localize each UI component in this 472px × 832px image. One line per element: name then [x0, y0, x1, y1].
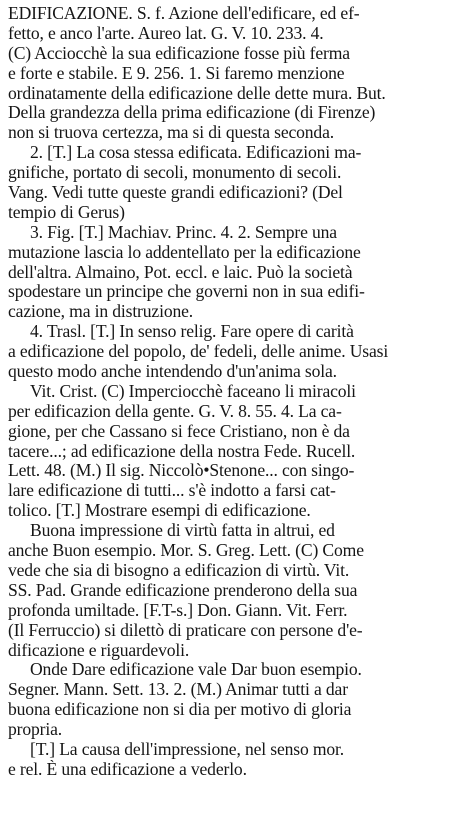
- entry-line: e forte e stabile. E 9. 256. 1. Si faremo menzione: [8, 63, 345, 83]
- entry-line: [T.] La causa dell'impressione, nel senso mor.: [30, 739, 345, 759]
- entry-line: dell'altra. Almaino, Pot. eccl. e laic. Può la società: [8, 262, 353, 282]
- entry-line: Vang. Vedi tutte queste grandi edificazioni? (Del: [8, 183, 343, 203]
- entry-line: (C) Acciocchè la sua edificazione fosse più ferma: [8, 43, 350, 63]
- entry-line: vede che sia di bisogno a edificazion di virtù. Vit.: [8, 560, 350, 580]
- entry-line: fetto, e anco l'arte. Aureo lat. G. V. 10. 233. 4.: [8, 23, 324, 43]
- entry-line: anche Buon esempio. Mor. S. Greg. Lett. (C) Come: [8, 541, 364, 561]
- entry-line: tempio di Gerus): [8, 202, 125, 222]
- entry-line: gione, per che Cassano si fece Cristiano, non è da: [8, 421, 350, 441]
- entry-headline: EDIFICAZIONE. S. f. Azione dell'edificare, ed ef-: [8, 4, 360, 23]
- entry-line: spodestare un principe che governi non in sua edifi-: [8, 282, 365, 302]
- entry-line: 2. [T.] La cosa stessa edificata. Edificazioni ma-: [30, 143, 362, 163]
- entry-line: propria.: [8, 720, 63, 740]
- entry-line: tacere...; ad edificazione della nostra Fede. Rucell.: [8, 441, 356, 461]
- entry-line: cazione, ma in distruzione.: [8, 302, 194, 322]
- entry-line: a edificazione del popolo, de' fedeli, delle anime. Usasi: [8, 342, 389, 362]
- entry-text: [8, 4, 462, 780]
- entry-line: SS. Pad. Grande edificazione prenderono della sua: [8, 580, 358, 600]
- entry-line: profonda umiltade. [F.T-s.] Don. Giann. Vit. Ferr.: [8, 600, 348, 620]
- entry-line: buona edificazione non si dia per motivo di gloria: [8, 700, 352, 720]
- entry-line: Onde Dare edificazione vale Dar buon esempio.: [30, 660, 362, 680]
- entry-line: mutazione lascia lo addentellato per la edificazione: [8, 242, 361, 262]
- entry-line: non si truova certezza, ma si di questa seconda.: [8, 123, 334, 143]
- entry-line: Vit. Crist. (C) Imperciocchè faceano li miracoli: [30, 381, 356, 401]
- entry-line: per edificazion della gente. G. V. 8. 55. 4. La ca-: [8, 401, 342, 421]
- entry-line: gnifiche, portato di secoli, monumento di secoli.: [8, 163, 342, 183]
- entry-line: ordinatamente della edificazione delle dette mura. But.: [8, 83, 386, 103]
- entry-line: tolico. [T.] Mostrare esempi di edificazione.: [8, 501, 311, 521]
- entry-line: questo modo anche intendendo d'un'anima sola.: [8, 362, 337, 382]
- entry-line: 4. Trasl. [T.] In senso relig. Fare opere di carità: [30, 322, 354, 342]
- entry-line: dificazione e riguardevoli.: [8, 640, 190, 660]
- entry-line: 3. Fig. [T.] Machiav. Princ. 4. 2. Sempre una: [30, 222, 337, 242]
- entry-line: Buona impressione di virtù fatta in altrui, ed: [30, 521, 335, 541]
- entry-line: Della grandezza della prima edificazione (di Firenze): [8, 103, 376, 123]
- entry-line: Lett. 48. (M.) Il sig. Niccolò•Stenone... con singo-: [8, 461, 355, 481]
- entry-line: (Il Ferruccio) si dilettò di praticare con persone d'e-: [8, 620, 363, 640]
- entry-line: e rel. È una edificazione a vederlo.: [8, 759, 247, 779]
- entry-line: lare edificazione di tutti... s'è indotto a farsi cat-: [8, 481, 336, 501]
- entry-line: Segner. Mann. Sett. 13. 2. (M.) Animar tutti a dar: [8, 680, 348, 700]
